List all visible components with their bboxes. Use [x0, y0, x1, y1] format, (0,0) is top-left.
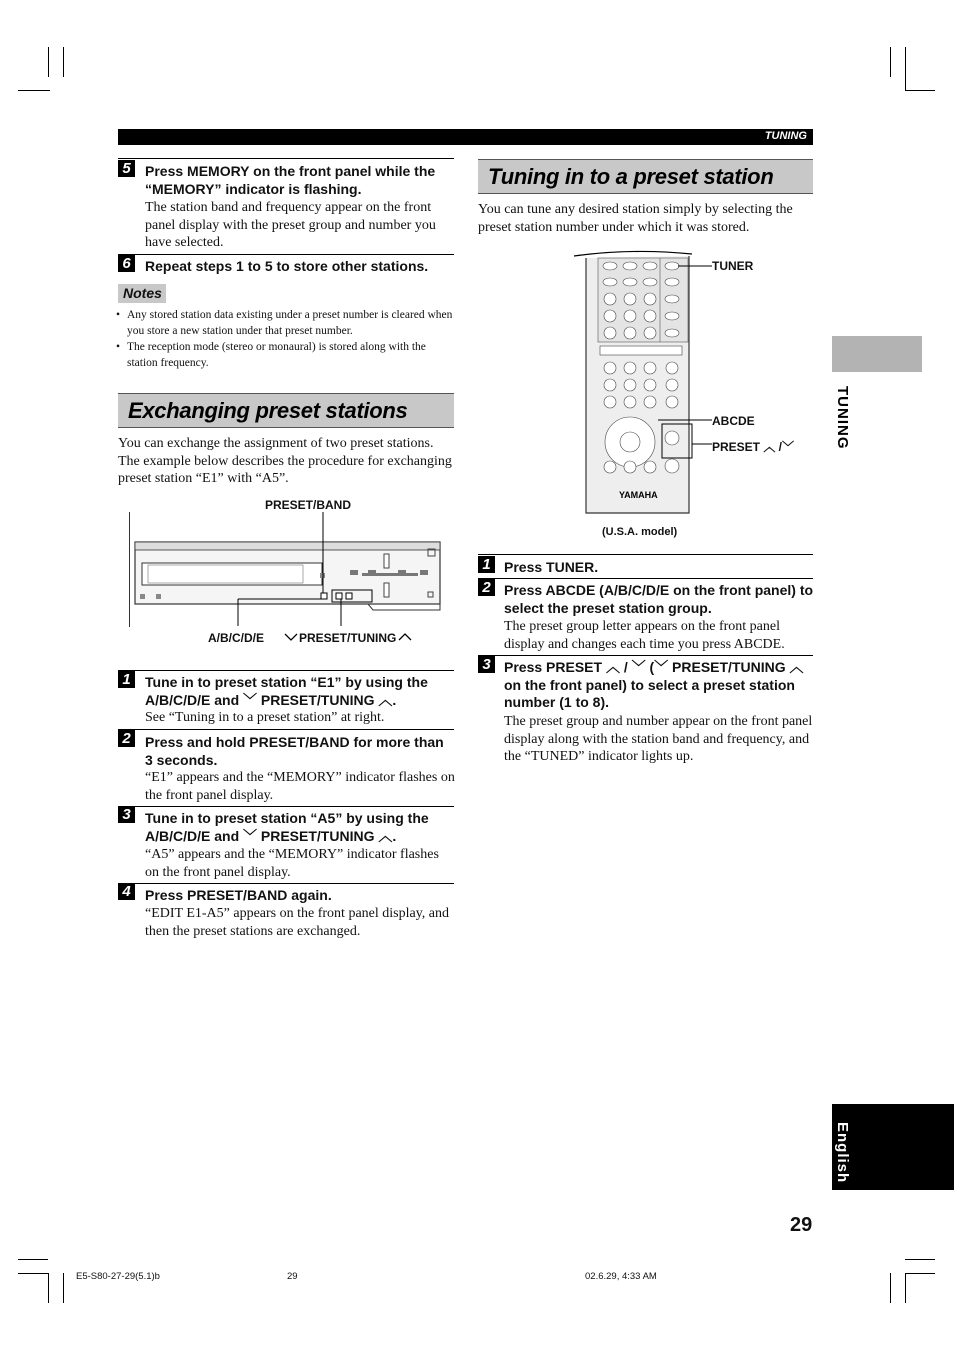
crop-mark: [48, 47, 49, 77]
footer-code: E5-S80-27-29(5.1)b: [76, 1271, 160, 1282]
rule: [478, 655, 813, 656]
side-tab-label: TUNING: [834, 386, 851, 450]
crop-mark: [905, 1259, 935, 1260]
rule: [478, 578, 813, 579]
callout-preset: PRESET ︿ /﹀: [712, 440, 795, 454]
step-description: The preset group and number appear on the front panel display along with the station band and frequency, and the “TUNED” indicator lights up.: [504, 714, 813, 764]
step-instruction: Press PRESET/BAND again.: [145, 887, 332, 903]
note-item: The reception mode (stereo or monaural) is stored along with the station frequency.: [127, 341, 426, 369]
rule: [118, 883, 454, 884]
step-number: 2: [118, 730, 135, 747]
step-number: 4: [118, 883, 135, 900]
step-description: “A5” appears and the “MEMORY” indicator flashes on the front panel display.: [145, 847, 439, 880]
rule: [118, 729, 454, 730]
crop-mark: [890, 1273, 891, 1303]
bullet: •: [116, 309, 121, 321]
section-title-box: [478, 159, 813, 194]
step-instruction: Press and hold PRESET/BAND for more than 3 seconds.: [145, 734, 444, 768]
section-header-bar: [118, 129, 813, 145]
section-intro: You can tune any desired station simply by selecting the preset station number under which it was stored.: [478, 202, 793, 235]
crop-mark: [18, 90, 50, 91]
crop-mark: [890, 47, 891, 77]
step-description: The preset group letter appears on the front panel display and changes each time you press ABCDE.: [504, 619, 785, 652]
callout-abcde: ABCDE: [712, 414, 755, 428]
remote-brand: YAMAHA: [619, 490, 658, 500]
callout-preset-band: PRESET/BAND: [265, 498, 352, 512]
section-title: Exchanging preset stations: [128, 398, 408, 423]
step-instruction: Repeat steps 1 to 5 to store other stations.: [145, 258, 429, 274]
model-caption: (U.S.A. model): [602, 526, 678, 538]
footer-page: 29: [287, 1271, 298, 1282]
step-description: “EDIT E1-A5” appears on the front panel display, and then the preset stations are exchanged.: [145, 906, 450, 939]
crop-mark: [63, 1273, 64, 1303]
section-header-label: TUNING: [764, 130, 807, 142]
crop-mark: [905, 1273, 906, 1303]
crop-mark: [18, 1273, 48, 1274]
crop-mark: [905, 1273, 935, 1274]
chevron-down-icon: [284, 632, 298, 642]
step-number: 6: [118, 255, 135, 272]
crop-mark: [905, 90, 935, 91]
notes-label: Notes: [123, 285, 162, 301]
section-title-box: [118, 393, 454, 428]
notes-label-box: [118, 284, 166, 303]
footer-date: 02.6.29, 4:33 AM: [585, 1271, 657, 1282]
step-number: 3: [478, 656, 495, 673]
step-number: 2: [478, 579, 495, 596]
bullet: •: [116, 341, 121, 353]
step-instruction: Press ABCDE (A/B/C/D/E on the front panel) to select the preset station group.: [504, 582, 814, 616]
step-number: 1: [478, 556, 495, 573]
step-number: 1: [118, 671, 135, 688]
page-number: 29: [790, 1214, 813, 1236]
crop-mark: [905, 47, 906, 91]
step-instruction: Tune in to preset station “E1” by using the A/B/C/D/E and ﹀ PRESET/TUNING ︿.: [145, 674, 428, 708]
front-panel-illustration: [128, 512, 444, 630]
step-description: The station band and frequency appear on the front panel display with the preset group and number you have selected.: [145, 200, 436, 250]
note-item: Any stored station data existing under a preset number is cleared when you store a new station under that preset number.: [127, 309, 453, 337]
remote-illustration: [572, 248, 712, 520]
callout-tuner: TUNER: [712, 259, 754, 273]
crop-mark: [63, 47, 64, 77]
rule: [478, 554, 813, 555]
step-instruction: Press TUNER.: [504, 559, 599, 575]
step-description: See “Tuning in to a preset station” at right.: [145, 710, 385, 725]
callout-abcde: A/B/C/D/E: [208, 631, 265, 645]
step-instruction: Press PRESET ︿ / ﹀ (﹀ PRESET/TUNING ︿ on the front panel) to select a preset station number (1 to 8).: [504, 659, 804, 710]
step-instruction: Press MEMORY on the front panel while the “MEMORY” indicator is flashing.: [145, 163, 436, 197]
rule: [118, 670, 454, 671]
rule: [118, 158, 454, 159]
section-intro: You can exchange the assignment of two preset stations. The example below describes the procedure for exchanging preset station “E1” with “A5”.: [118, 436, 452, 486]
step-number: 3: [118, 806, 135, 823]
crop-mark: [18, 1259, 48, 1260]
language-tab-label: English: [834, 1122, 851, 1184]
side-tab-gray: [832, 336, 922, 372]
chevron-up-icon: [398, 632, 412, 642]
language-tab: [832, 1104, 954, 1190]
rule: [118, 254, 454, 255]
step-description: “E1” appears and the “MEMORY” indicator flashes on the front panel display.: [145, 770, 455, 803]
rule: [118, 806, 454, 807]
step-instruction: Tune in to preset station “A5” by using the A/B/C/D/E and ﹀ PRESET/TUNING ︿.: [145, 810, 429, 844]
callout-preset-tuning-label: PRESET/TUNING: [299, 631, 397, 645]
crop-mark: [48, 1273, 49, 1303]
section-title: Tuning in to a preset station: [488, 164, 774, 189]
step-number: 5: [118, 160, 135, 177]
callout-preset-tuning: [284, 629, 414, 647]
